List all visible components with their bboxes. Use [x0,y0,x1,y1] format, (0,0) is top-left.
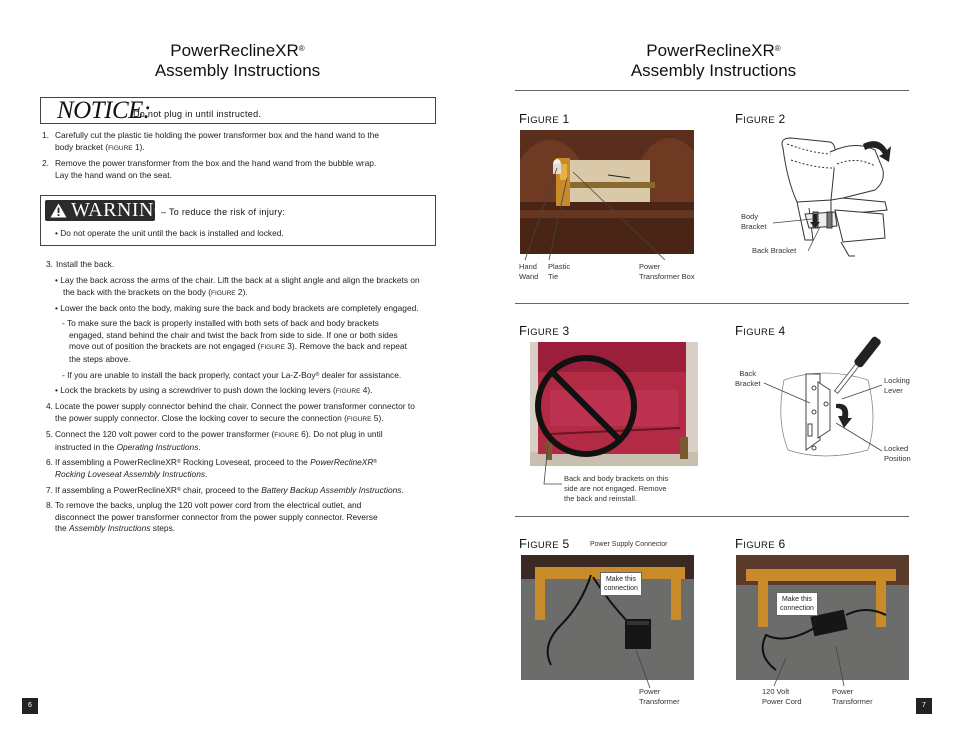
figure-4-back-bracket-caption: Back Bracket [735,369,761,388]
notice-box [40,97,436,124]
step-2-line-a: Remove the power transformer from the box and the hand wand from the bubble wrap. [55,158,377,168]
right-header-subtitle: Assembly Instructions [630,61,797,80]
step-3-bullet-2: • Lower the back onto the body, making sure the back and body brackets are completely engaged. [55,303,419,313]
left-header-subtitle: Assembly Instructions [154,61,321,80]
warning-title: – To reduce the risk of injury: [161,207,286,217]
figure-5-leader-line [620,640,660,690]
step-3-sub-2: - If you are unable to install the back properly, contact your La-Z-Boy® dealer for assistance. [62,370,402,380]
right-page-header [606,41,821,81]
notice-text: Do not plug in until instructed. [133,109,262,119]
figure-2-body-bracket-caption: Body Bracket [741,212,767,231]
step-2-line-b: Lay the hand wand on the seat. [55,169,172,180]
step-2 [42,158,442,181]
step-1-line-b: body bracket (FIGURE 1). [55,141,145,152]
page-number-right: 7 [916,698,932,714]
warning-bullet: • Do not operate the unit until the back is installed and locked. [55,228,284,238]
step-3-sub-1: - To make sure the back is properly installed with both sets of back and body brackets engaged, stand behind the chair and twist the back from side to side. If one or both sides move out of position the brackets are not engaged (FIGURE 3). Remove the back and repeat the steps above. [62,318,407,364]
figure-1-hand-wand-caption: Hand Wand [519,262,539,281]
warning-box [40,195,436,246]
left-header-product: PowerReclineXR [170,41,299,60]
rule-middle-1 [515,303,909,304]
warning-word: WARNING [71,199,169,221]
step-3-bullet-3: • Lock the brackets by using a screwdriver to push down the locking levers (FIGURE 4). [55,385,373,395]
figure-4-locking-lever-caption: Locking Lever [884,376,910,395]
figure-1-transformer-caption: Power Transformer Box [639,262,695,281]
figure-2-back-bracket-caption: Back Bracket [752,246,797,255]
step-5: 5. Connect the 120 volt power cord to the power transformer (FIGURE 6). Do not plug in until instructed in the Operating Instructions. [46,429,383,452]
right-header-reg: ® [774,44,781,53]
figure-5-label: FIGURE 5 [519,536,570,551]
step-7: 7. If assembling a PowerReclineXR® chair, proceed to the Battery Backup Assembly Instructions. [46,485,404,495]
rule-middle-2 [515,516,909,517]
figure-5-power-supply-connector-caption: Power Supply Connector [590,541,668,548]
warning-badge [45,199,169,221]
figure-4-label: FIGURE 4 [735,323,786,338]
step-4: 4. Locate the power supply connector behind the chair. Connect the power transformer connector to the power supply connector. Close the locking cover to secure the connection (FIGURE 5). [46,401,415,423]
figure-6-power-cord-caption: 120 Volt Power Cord [762,687,802,706]
step-1-number: 1. [42,130,49,140]
warning-triangle-icon [50,203,67,218]
page-number-left: 6 [22,698,38,714]
step-1 [42,130,442,154]
figure-3-leader-line [534,440,564,490]
step-3 [46,259,446,271]
step-3-bullet-1: • Lay the back across the arms of the chair. Lift the back at a slight angle and align the brackets on the back with the brackets on the body (FIGURE 2). [55,275,420,297]
figure-2-label: FIGURE 2 [735,111,786,126]
right-header-product: PowerReclineXR [646,41,775,60]
figure-4-locked-position-caption: Locked Position [884,444,911,463]
figure-1-plastic-tie-caption: Plastic Tie [548,262,571,281]
figure-6-label: FIGURE 6 [735,536,786,551]
figure-1-leader-lines [515,130,715,270]
step-6: 6. If assembling a PowerReclineXR® Rocking Loveseat, proceed to the PowerReclineXR® Rocking Loveseat Assembly Instructions. [46,457,378,479]
step-1-line-a: Carefully cut the plastic tie holding the power transformer box and the hand wand to the [55,130,380,140]
figure-6-leader-lines [760,640,870,690]
figure-3-label: FIGURE 3 [519,323,570,338]
figure-6-make-connection-callout: Make this connection [776,592,818,616]
step-3-number: 3. [46,259,53,269]
rule-top [515,90,909,91]
left-page-header [130,41,345,81]
figure-3-note: Back and body brackets on this side are not engaged. Remove the back and reinstall. [564,474,669,503]
figure-5-transformer-caption: Power Transformer [639,687,680,706]
step-2-number: 2. [42,158,49,168]
notice-word: NOTICE: [57,97,151,124]
step-3-title: Install the back. [56,259,115,269]
figure-4-leader-lines [760,375,888,465]
figure-6-transformer-caption: Power Transformer [832,687,873,706]
figure-1-label: FIGURE 1 [519,111,570,126]
step-8: 8. To remove the backs, unplug the 120 volt power cord from the electrical outlet, and disconnect the power transformer connector from the power supply connector. Reverse the Assembly Instructions steps. [46,500,378,533]
figure-5-make-connection-callout: Make this connection [600,572,642,596]
left-header-reg: ® [298,44,305,53]
